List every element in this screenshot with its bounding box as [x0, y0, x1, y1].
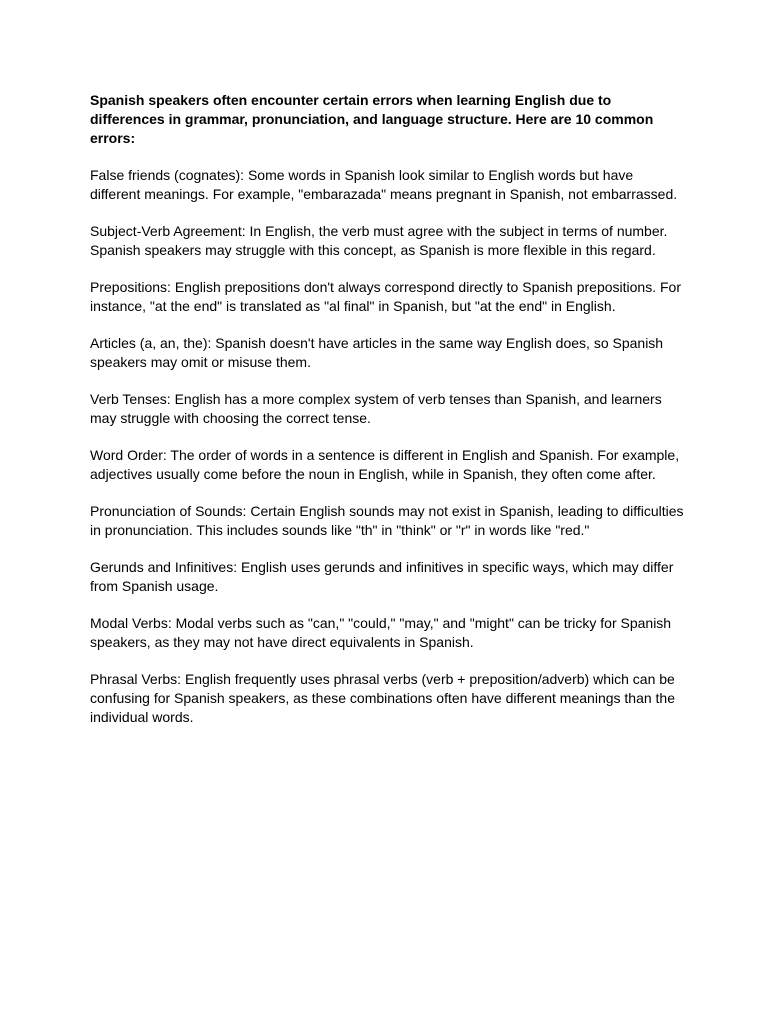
error-item-word-order: Word Order: The order of words in a sentence is different in English and Spanish. For example, adjectives usually come before the noun in English, while in Spanish, they often come after.: [90, 447, 680, 482]
error-item-prepositions: Prepositions: English prepositions don't always correspond directly to Spanish prepositions. For instance, "at the end" is translated as "al final" in Spanish, but "at the end" in English.: [90, 279, 681, 314]
error-item-gerunds-infinitives: Gerunds and Infinitives: English uses gerunds and infinitives in specific ways, which may differ from Spanish usage.: [90, 559, 674, 594]
error-item-false-friends: False friends (cognates): Some words in Spanish look similar to English words but have different meanings. For example, "embarazada" means pregnant in Spanish, not embarrassed.: [90, 167, 678, 202]
intro-paragraph: Spanish speakers often encounter certain errors when learning English due to differences in grammar, pronunciation, and language structure. Here are 10 common errors:: [90, 92, 654, 146]
document-body: [90, 91, 686, 745]
error-item-pronunciation: Pronunciation of Sounds: Certain English sounds may not exist in Spanish, leading to difficulties in pronunciation. This includes sounds like "th" in "think" or "r" in words like "red.": [90, 503, 684, 538]
error-item-phrasal-verbs: Phrasal Verbs: English frequently uses phrasal verbs (verb + preposition/adverb) which can be confusing for Spanish speakers, as these combinations often have different meanings than the individual words.: [90, 671, 675, 725]
error-item-modal-verbs: Modal Verbs: Modal verbs such as "can," "could," "may," and "might" can be tricky for Spanish speakers, as they may not have direct equivalents in Spanish.: [90, 615, 672, 650]
error-item-verb-tenses: Verb Tenses: English has a more complex system of verb tenses than Spanish, and learners may struggle with choosing the correct tense.: [90, 391, 662, 426]
error-item-articles: Articles (a, an, the): Spanish doesn't have articles in the same way English does, so Spanish speakers may omit or misuse them.: [90, 335, 664, 370]
error-item-subject-verb-agreement: Subject-Verb Agreement: In English, the verb must agree with the subject in terms of number. Spanish speakers may struggle with this concept, as Spanish is more flexible in this regard.: [90, 223, 668, 258]
